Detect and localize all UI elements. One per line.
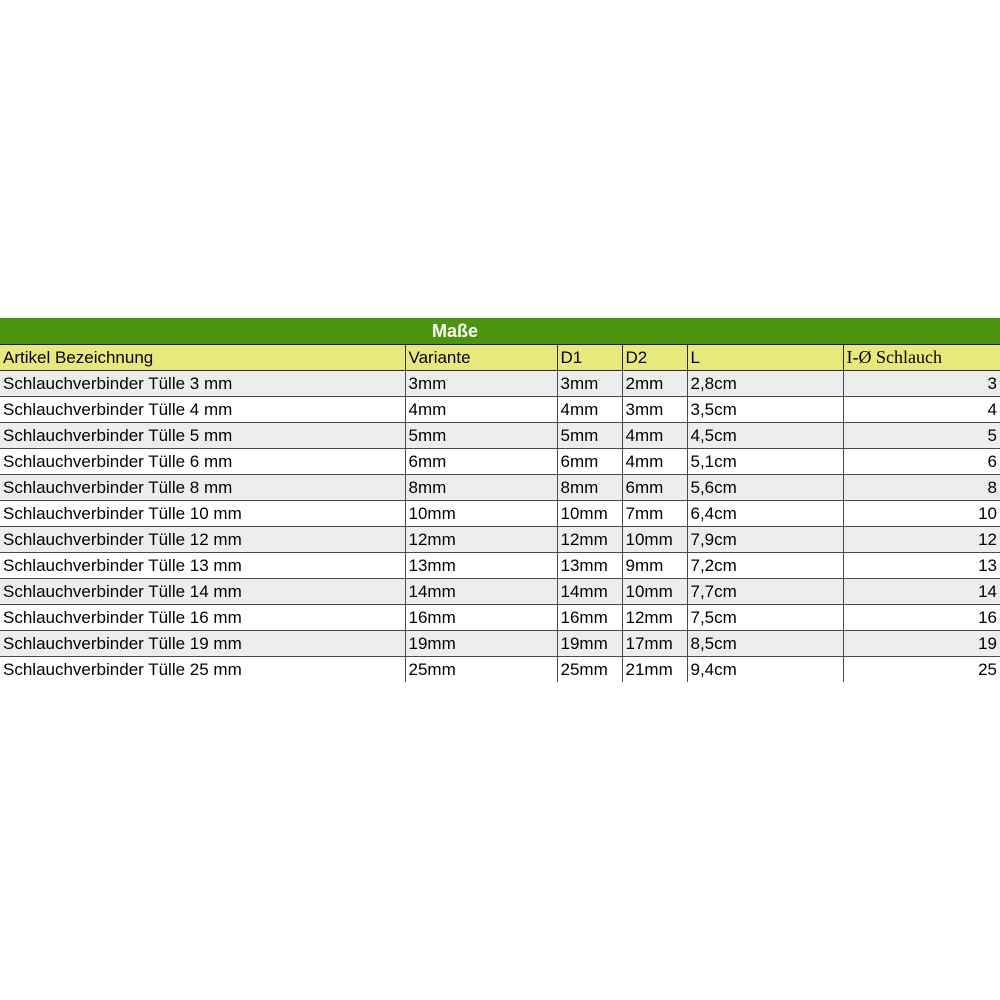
cell-d2: 7mm: [622, 501, 687, 527]
cell-article: Schlauchverbinder Tülle 3 mm: [0, 371, 405, 397]
cell-article: Schlauchverbinder Tülle 12 mm: [0, 527, 405, 553]
cell-d1: 5mm: [557, 423, 622, 449]
cell-variante: 3mm: [405, 371, 557, 397]
cell-d1: 3mm: [557, 371, 622, 397]
cell-article: Schlauchverbinder Tülle 10 mm: [0, 501, 405, 527]
cell-d1: 14mm: [557, 579, 622, 605]
cell-variante: 5mm: [405, 423, 557, 449]
table-row: [0, 371, 1000, 397]
cell-d2: 6mm: [622, 475, 687, 501]
cell-d1: 8mm: [557, 475, 622, 501]
cell-variante: 12mm: [405, 527, 557, 553]
cell-l: 6,4cm: [687, 501, 843, 527]
table-row: [0, 527, 1000, 553]
cell-d2: 21mm: [622, 657, 687, 683]
cell-variante: 10mm: [405, 501, 557, 527]
cell-article: Schlauchverbinder Tülle 8 mm: [0, 475, 405, 501]
cell-schlauch: 6: [843, 449, 1000, 475]
cell-d1: 4mm: [557, 397, 622, 423]
cell-d2: 17mm: [622, 631, 687, 657]
cell-variante: 13mm: [405, 553, 557, 579]
cell-d1: 13mm: [557, 553, 622, 579]
cell-l: 5,6cm: [687, 475, 843, 501]
cell-schlauch: 25: [843, 657, 1000, 683]
table-title: Maße: [431, 321, 478, 341]
table-row: [0, 631, 1000, 657]
cell-d1: 25mm: [557, 657, 622, 683]
cell-variante: 8mm: [405, 475, 557, 501]
col-header-artikel-bezeichnung: Artikel Bezeichnung: [0, 345, 405, 371]
cell-l: 8,5cm: [687, 631, 843, 657]
cell-d2: 10mm: [622, 579, 687, 605]
cell-schlauch: 5: [843, 423, 1000, 449]
cell-d1: 6mm: [557, 449, 622, 475]
cell-l: 2,8cm: [687, 371, 843, 397]
cell-l: 7,2cm: [687, 553, 843, 579]
cell-article: Schlauchverbinder Tülle 4 mm: [0, 397, 405, 423]
cell-l: 7,9cm: [687, 527, 843, 553]
cell-d1: 10mm: [557, 501, 622, 527]
cell-schlauch: 4: [843, 397, 1000, 423]
cell-schlauch: 13: [843, 553, 1000, 579]
cell-d2: 10mm: [622, 527, 687, 553]
cell-d2: 2mm: [622, 371, 687, 397]
cell-l: 7,7cm: [687, 579, 843, 605]
cell-d2: 3mm: [622, 397, 687, 423]
cell-variante: 14mm: [405, 579, 557, 605]
table-row: [0, 553, 1000, 579]
cell-schlauch: 10: [843, 501, 1000, 527]
header-row: [0, 345, 1000, 371]
cell-d2: 9mm: [622, 553, 687, 579]
cell-l: 7,5cm: [687, 605, 843, 631]
cell-variante: 19mm: [405, 631, 557, 657]
cell-variante: 4mm: [405, 397, 557, 423]
dimensions-grid: [0, 345, 1000, 682]
cell-schlauch: 14: [843, 579, 1000, 605]
cell-d2: 12mm: [622, 605, 687, 631]
table-row: [0, 423, 1000, 449]
cell-article: Schlauchverbinder Tülle 25 mm: [0, 657, 405, 683]
cell-schlauch: 19: [843, 631, 1000, 657]
col-header-d2: D2: [622, 345, 687, 371]
cell-variante: 6mm: [405, 449, 557, 475]
cell-schlauch: 16: [843, 605, 1000, 631]
table-row: [0, 475, 1000, 501]
cell-article: Schlauchverbinder Tülle 6 mm: [0, 449, 405, 475]
table-row: [0, 501, 1000, 527]
cell-article: Schlauchverbinder Tülle 14 mm: [0, 579, 405, 605]
cell-l: 4,5cm: [687, 423, 843, 449]
cell-l: 9,4cm: [687, 657, 843, 683]
cell-d1: 16mm: [557, 605, 622, 631]
cell-d1: 12mm: [557, 527, 622, 553]
cell-variante: 16mm: [405, 605, 557, 631]
table-row: [0, 657, 1000, 683]
cell-article: Schlauchverbinder Tülle 13 mm: [0, 553, 405, 579]
cell-variante: 25mm: [405, 657, 557, 683]
col-header-schlauch-durchmesser: I-Ø Schlauch: [843, 345, 1000, 371]
cell-l: 5,1cm: [687, 449, 843, 475]
cell-l: 3,5cm: [687, 397, 843, 423]
cell-d1: 19mm: [557, 631, 622, 657]
cell-d2: 4mm: [622, 449, 687, 475]
table-body: [0, 371, 1000, 683]
table-title-bar: [0, 318, 1000, 345]
col-header-d1: D1: [557, 345, 622, 371]
cell-schlauch: 12: [843, 527, 1000, 553]
cell-article: Schlauchverbinder Tülle 16 mm: [0, 605, 405, 631]
dimensions-table: [0, 318, 1000, 682]
cell-schlauch: 3: [843, 371, 1000, 397]
table-row: [0, 449, 1000, 475]
cell-article: Schlauchverbinder Tülle 5 mm: [0, 423, 405, 449]
cell-schlauch: 8: [843, 475, 1000, 501]
cell-d2: 4mm: [622, 423, 687, 449]
col-header-l: L: [687, 345, 843, 371]
table-row: [0, 397, 1000, 423]
cell-article: Schlauchverbinder Tülle 19 mm: [0, 631, 405, 657]
table-row: [0, 605, 1000, 631]
table-row: [0, 579, 1000, 605]
col-header-variante: Variante: [405, 345, 557, 371]
